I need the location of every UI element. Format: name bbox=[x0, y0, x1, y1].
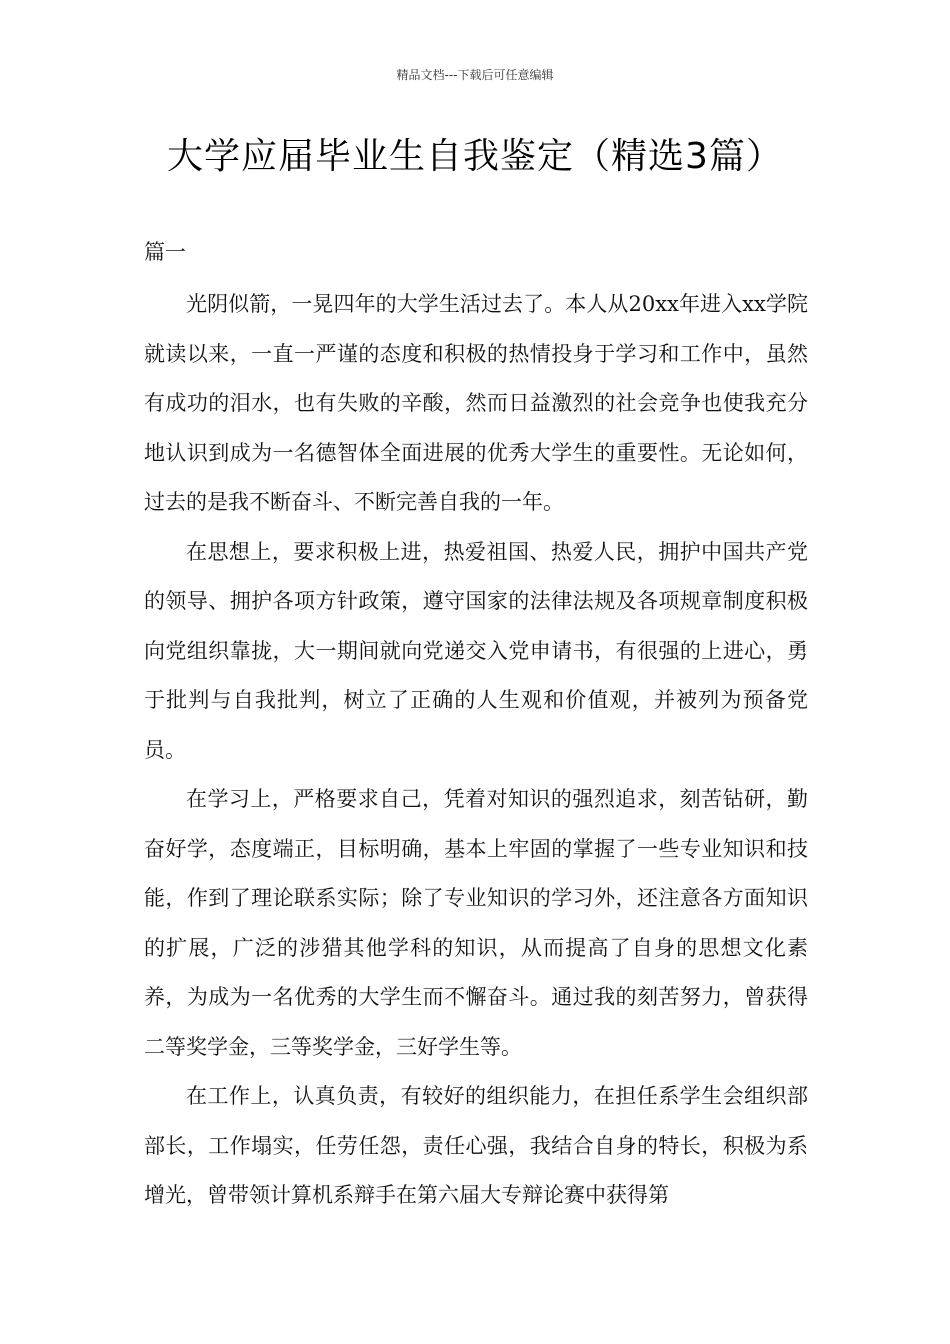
document-title: 大学应届毕业生自我鉴定（精选3篇） bbox=[167, 136, 783, 177]
paragraph-intro: 光阴似箭，一晃四年的大学生活过去了。本人从20xx年进入xx学院就读以来，一直一严谨的态度和积极的热情投身于学习和工作中，虽然有成功的泪水，也有失败的辛酸，然而日益激烈的社会竞争也使我充分地认识到成为一名德智体全面进展的优秀大学生的重要性。无论如何，过去的是我不断奋斗、不断完善自我的一年。 bbox=[144, 292, 808, 514]
paragraph-study: 在学习上，严格要求自己，凭着对知识的强烈追求，刻苦钻研，勤奋好学，态度端正，目标明确，基本上牢固的掌握了一些专业知识和技能，作到了理论联系实际；除了专业知识的学习外，还注意各方面知识的扩展，广泛的涉猎其他学科的知识，从而提高了自身的思想文化素养，为成为一名优秀的大学生而不懈奋斗。通过我的刻苦努力，曾获得二等奖学金，三等奖学金，三好学生等。 bbox=[144, 787, 808, 1059]
document-body bbox=[144, 280, 808, 1221]
paragraph-thought: 在思想上，要求积极上进，热爱祖国、热爱人民，拥护中国共产党的领导、拥护各项方针政策，遵守国家的法律法规及各项规章制度积极向党组织靠拢，大一期间就向党递交入党申请书，有很强的上进心，勇于批判与自我批判，树立了正确的人生观和价值观，并被列为预备党员。 bbox=[144, 539, 808, 762]
section-label: 篇一 bbox=[144, 240, 186, 264]
paragraph-work: 在工作上，认真负责，有较好的组织能力，在担任系学生会组织部部长，工作塌实，任劳任怨，责任心强，我结合自身的特长，积极为系增光，曾带领计算机系辩手在第六届大专辩论赛中获得第 bbox=[144, 1084, 808, 1207]
header-note: 精品文档---下载后可任意编辑 bbox=[396, 68, 554, 82]
